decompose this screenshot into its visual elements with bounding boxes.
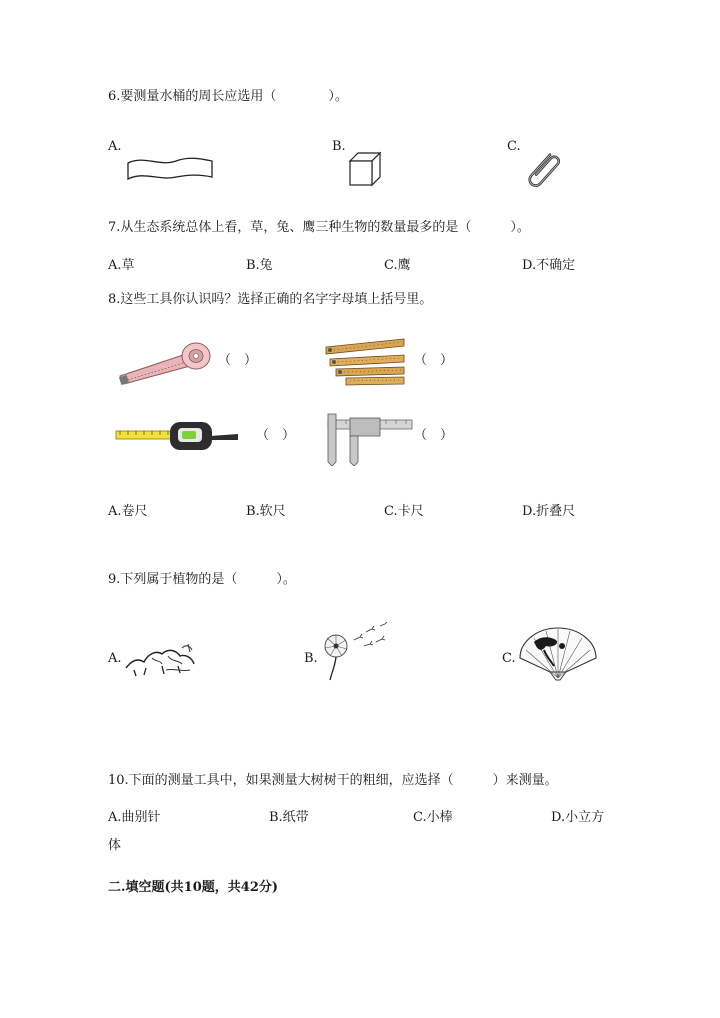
cube-icon (346, 149, 384, 187)
q8-option-b: B.软尺 (246, 504, 286, 519)
q7-stem: 7.从生态系统总体上看，草，兔、鹰三种生物的数量最多的是（ ）。 (108, 220, 530, 235)
q10-option-c: C.小棒 (413, 810, 453, 825)
q9-stem: 9.下列属于植物的是（ ）。 (108, 572, 296, 587)
q9-option-a-label: A. (108, 651, 122, 666)
q6-option-b-label: B. (332, 139, 346, 154)
animal-sketch-icon (122, 640, 198, 680)
q8-stem: 8.这些工具你认识吗？选择正确的名字字母填上括号里。 (108, 292, 433, 307)
q8-blank-2[interactable]: （ ） (414, 353, 454, 368)
q10-option-d-wrap: 体 (108, 838, 122, 853)
q7-option-d: D.不确定 (522, 258, 576, 273)
q6-stem: 6.要测量水桶的周长应选用（ ）。 (108, 89, 348, 104)
folding-ruler-icon (324, 337, 406, 391)
q8-option-a: A.卷尺 (108, 504, 148, 519)
section-heading: 二.填空题(共10题，共42分) (108, 880, 279, 895)
tape-measure-icon (114, 418, 242, 454)
painted-fan-icon (516, 626, 600, 682)
dandelion-icon (318, 622, 392, 682)
q8-option-c: C.卡尺 (384, 504, 424, 519)
q8-option-d: D.折叠尺 (522, 504, 576, 519)
q9-option-b-label: B. (304, 651, 318, 666)
q10-option-b: B.纸带 (269, 810, 309, 825)
paper-clip-icon (522, 148, 564, 192)
q8-blank-3[interactable]: （ ） (256, 428, 296, 443)
q7-option-c: C.鹰 (384, 258, 411, 273)
q8-blank-4[interactable]: （ ） (414, 428, 454, 443)
q6-option-a-label: A. (108, 139, 122, 154)
soft-tape-measure-icon (116, 340, 212, 386)
q10-option-a: A.曲别针 (108, 810, 161, 825)
q8-blank-1[interactable]: （ ） (218, 353, 258, 368)
q7-option-a: A.草 (108, 258, 135, 273)
q9-option-c-label: C. (502, 651, 516, 666)
paper-strip-icon (124, 153, 216, 183)
q10-option-d: D.小立方 (551, 810, 605, 825)
q7-option-b: B.兔 (246, 258, 273, 273)
q6-option-c-label: C. (507, 139, 521, 154)
q10-stem: 10.下面的测量工具中，如果测量大树树干的粗细，应选择（ ）来测量。 (108, 773, 558, 788)
caliper-icon (322, 410, 414, 466)
